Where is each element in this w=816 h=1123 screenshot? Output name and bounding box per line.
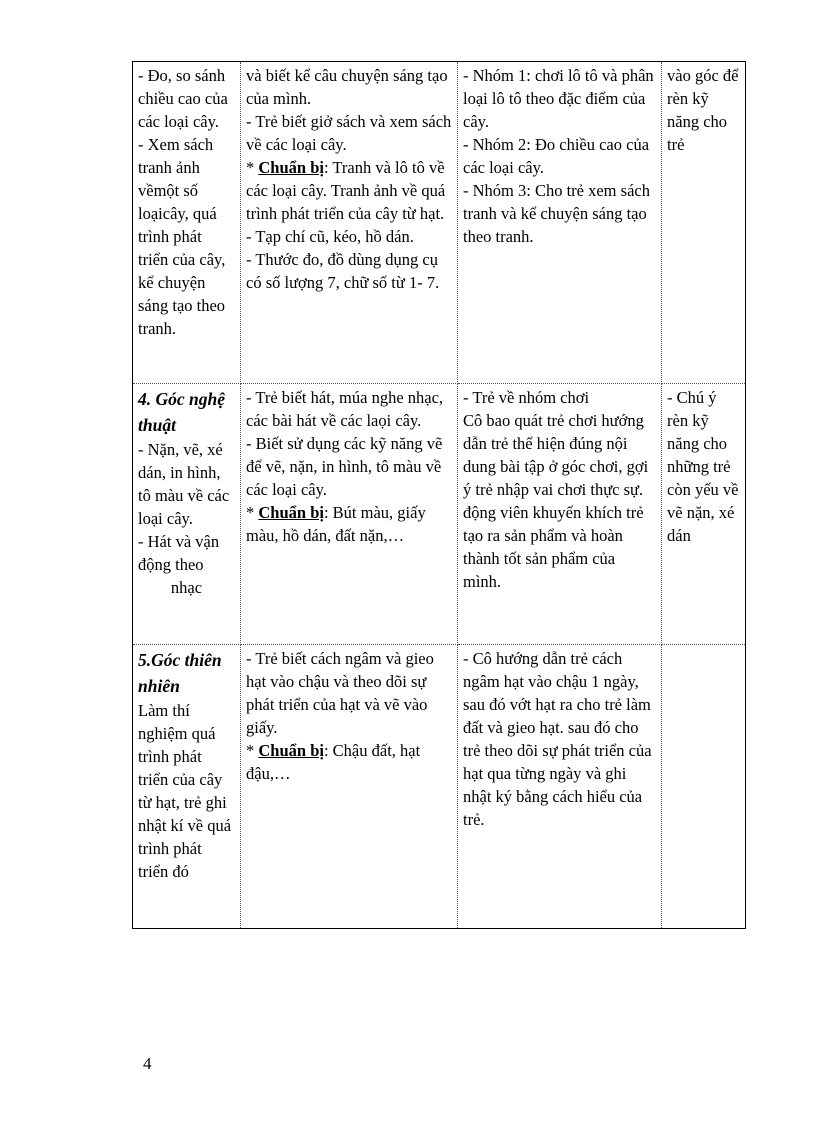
note-cell	[662, 645, 746, 929]
activity-line: nhạc	[170, 578, 203, 597]
objective-line: - Trẻ biết cách ngâm và gieo hạt vào chậu và theo dõi sự phát triển của hạt và vẽ vào giấy.	[246, 649, 438, 737]
corner-heading: 4. Góc nghệ thuật	[138, 389, 230, 435]
activity-cell	[133, 62, 241, 384]
table-row	[133, 62, 746, 384]
organization-cell	[458, 384, 662, 645]
preparation-label: Chuẩn bị	[258, 503, 324, 522]
activity-cell	[133, 384, 241, 645]
note-line: vào góc để rèn kỹ năng cho trẻ	[667, 66, 743, 154]
objective-line: và biết kể câu chuyện sáng tạo của mình.	[246, 66, 452, 108]
preparation: * Chuẩn bị: Chậu đất, hạt đậu,…	[246, 741, 425, 783]
corner-heading: 5.Góc thiên nhiên	[138, 650, 226, 696]
organization-line: - Nhóm 2: Đo chiều cao của các loại cây.	[463, 135, 654, 177]
preparation: * Chuẩn bị: Tranh và lô tô về các loại cây. Tranh ảnh về quá trình phát triển của cây từ hạt.	[246, 158, 450, 223]
organization-cell	[458, 62, 662, 384]
activity-line: - Nặn, vẽ, xé dán, in hình, tô màu về các loại cây.	[138, 440, 234, 528]
objective-cell	[241, 384, 458, 645]
activity-line: - Đo, so sánh chiều cao của các loại cây.	[138, 66, 232, 131]
preparation-label: Chuẩn bị	[258, 158, 324, 177]
table-row	[133, 645, 746, 929]
page-number: 4	[143, 1054, 152, 1073]
preparation-label: Chuẩn bị	[258, 741, 324, 760]
objective-line: - Trẻ biết hát, múa nghe nhạc, các bài hát về các laọi cây.	[246, 388, 448, 430]
objective-line: - Tạp chí cũ, kéo, hồ dán.	[246, 227, 414, 246]
organization-line: - Trẻ về nhóm chơi	[463, 388, 590, 407]
note-cell	[662, 384, 746, 645]
objective-line: - Biết sử dụng các kỹ năng vẽ để vẽ, nặn, in hình, tô màu về các loại cây.	[246, 434, 447, 499]
preparation-text: : Chậu đất, hạt đậu,…	[246, 741, 425, 783]
organization-line: - Nhóm 3: Cho trẻ xem sách tranh và kể chuyện sáng tạo theo tranh.	[463, 181, 655, 246]
preparation: * Chuẩn bị: Bút màu, giấy màu, hồ dán, đất nặn,…	[246, 503, 430, 545]
activity-plan-table	[132, 61, 746, 929]
activity-cell	[133, 645, 241, 929]
organization-line: Cô bao quát trẻ chơi hướng dẫn trẻ thể hiện đúng nội dung bài tập ở góc chơi, gợi ý trẻ nhập vai chơi thực sự. động viên khuyến khích trẻ tạo ra sản phẩm và hoàn thành tốt sản phẩm của mình.	[463, 411, 653, 591]
table-row	[133, 384, 746, 645]
organization-line: - Nhóm 1: chơi lô tô và phân loại lô tô theo đặc điểm của cây.	[463, 66, 658, 131]
preparation-text: : Tranh và lô tô về các loại cây. Tranh ảnh về quá trình phát triển của cây từ hạt.	[246, 158, 450, 223]
organization-line: - Cô hướng dẫn trẻ cách ngâm hạt vào chậu 1 ngày, sau đó vớt hạt ra cho trẻ làm đất và gieo hạt. sau đó cho trẻ theo dõi sự phát triển của hạt qua từng ngày và ghi nhật ký bằng cách hiểu của trẻ.	[463, 649, 656, 829]
activity-line: - Xem sách tranh ảnh vềmột số loạicây, quá trình phát triển của cây, kể chuyện sáng tạo theo tranh.	[138, 135, 230, 338]
note-line: - Chú ý rèn kỹ năng cho những trẻ còn yếu về vẽ nặn, xé dán	[667, 388, 743, 545]
preparation-text: : Bút màu, giấy màu, hồ dán, đất nặn,…	[246, 503, 430, 545]
activity-line: Làm thí nghiệm quá trình phát triển của cây từ hạt, trẻ ghi nhật kí về quá trình phát triển đó	[138, 701, 236, 881]
objective-cell	[241, 645, 458, 929]
activity-line: - Hát và vận động theo	[138, 532, 224, 574]
organization-cell	[458, 645, 662, 929]
objective-cell	[241, 62, 458, 384]
objective-line: - Trẻ biết giở sách và xem sách về các loại cây.	[246, 112, 456, 154]
objective-line: - Thước đo, đồ dùng dụng cụ có số lượng 7, chữ số từ 1- 7.	[246, 250, 443, 292]
note-cell	[662, 62, 746, 384]
